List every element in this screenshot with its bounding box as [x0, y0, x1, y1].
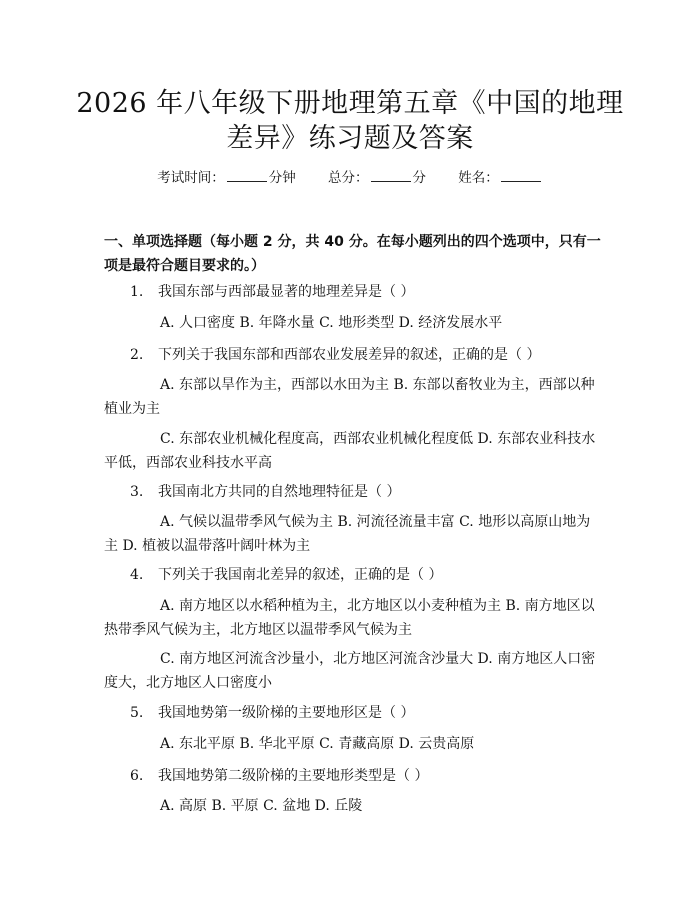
question-1 [130, 282, 414, 302]
question-number: 5. [130, 705, 144, 721]
student-name-field [458, 168, 543, 188]
total-score-field [328, 168, 426, 188]
question-5-options: A. 东北平原 B. 华北平原 C. 青藏高原 D. 云贵高原 [160, 736, 475, 752]
question-text: 下列关于我国南北差异的叙述，正确的是（ ） [158, 567, 443, 583]
question-2-options-ab: A. 东部以旱作为主，西部以水田为主 B. 东部以畜牧业为主，西部以种植业为主 [104, 377, 595, 417]
exam-time-blank [227, 169, 267, 182]
question-number: 2. [130, 347, 144, 363]
question-2 [130, 345, 540, 365]
exam-time-label: 考试时间： [157, 170, 225, 186]
question-number: 4. [130, 567, 144, 583]
total-score-unit: 分 [412, 170, 426, 186]
question-3 [130, 482, 400, 502]
exam-meta-row [0, 168, 700, 188]
question-text: 下列关于我国东部和西部农业发展差异的叙述，正确的是（ ） [158, 347, 541, 363]
question-4-options-ab: A. 南方地区以水稻种植为主，北方地区以小麦种植为主 B. 南方地区以热带季风气候为主，北方地区以温带季风气候为主 [104, 598, 595, 638]
exam-time-field [157, 168, 296, 188]
question-text: 我国地势第二级阶梯的主要地形类型是（ ） [158, 768, 429, 784]
exam-time-unit: 分钟 [268, 170, 296, 186]
question-3-options: A. 气候以温带季风气候为主 B. 河流径流量丰富 C. 地形以高原山地为主 D. 植被以温带落叶阔叶林为主 [104, 514, 591, 554]
document-title-line-1: 2026 年八年级下册地理第五章《中国的地理 [76, 88, 624, 119]
question-4-options-cd: C. 南方地区河流含沙量小，北方地区河流含沙量大 D. 南方地区人口密度大，北方地区人口密度小 [104, 651, 596, 691]
question-text: 我国东部与西部最显著的地理差异是（ ） [158, 284, 415, 300]
question-5 [130, 703, 414, 723]
question-6-options: A. 高原 B. 平原 C. 盆地 D. 丘陵 [160, 798, 363, 814]
total-score-blank [371, 169, 411, 182]
question-number: 6. [130, 768, 144, 784]
question-4 [130, 565, 442, 585]
student-name-blank [501, 169, 541, 182]
section-heading-single-choice: 一、单项选择题（每小题 2 分，共 40 分。在每小题列出的四个选项中，只有一项是最符合题目要求的。） [104, 234, 601, 274]
question-6 [130, 766, 428, 786]
question-number: 3. [130, 484, 144, 500]
student-name-label: 姓名： [458, 170, 499, 186]
question-text: 我国地势第一级阶梯的主要地形区是（ ） [158, 705, 415, 721]
question-2-options-cd: C. 东部农业机械化程度高，西部农业机械化程度低 D. 东部农业科技水平低，西部农业科技水平高 [104, 431, 596, 471]
document-title-line-2: 差异》练习题及答案 [226, 123, 474, 154]
question-number: 1. [130, 284, 144, 300]
question-1-options: A. 人口密度 B. 年降水量 C. 地形类型 D. 经济发展水平 [160, 315, 503, 331]
question-text: 我国南北方共同的自然地理特征是（ ） [158, 484, 401, 500]
total-score-label: 总分： [328, 170, 369, 186]
